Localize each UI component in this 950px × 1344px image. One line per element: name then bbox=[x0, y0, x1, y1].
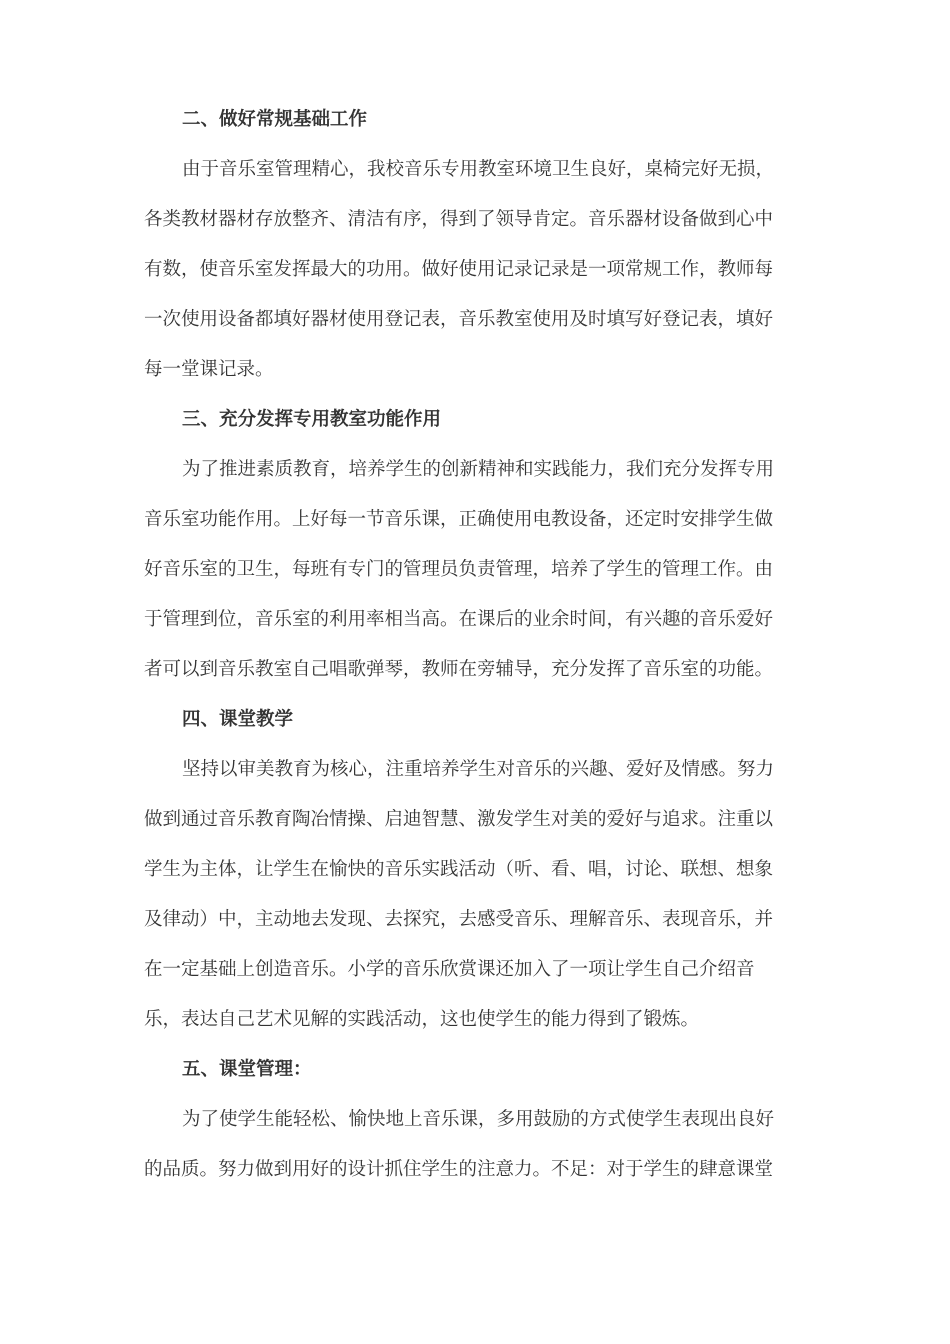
paragraph-line: 为了推进素质教育，培养学生的创新精神和实践能力，我们充分发挥专用 bbox=[182, 459, 775, 480]
paragraph-line: 各类教材器材存放整齐、清洁有序，得到了领导肯定。音乐器材设备做到心中 bbox=[144, 209, 774, 230]
section-heading-classroom-function: 三、充分发挥专用教室功能作用 bbox=[182, 409, 442, 430]
paragraph-line: 坚持以审美教育为核心，注重培养学生对音乐的兴趣、爱好及情感。努力 bbox=[182, 759, 775, 780]
section-heading-classroom-management: 五、课堂管理： bbox=[182, 1059, 312, 1080]
paragraph-line: 的品质。努力做到用好的设计抓住学生的注意力。不足：对于学生的肆意课堂 bbox=[144, 1159, 774, 1180]
section-paragraph-classroom-teaching bbox=[144, 745, 796, 1045]
section-paragraph-classroom-function bbox=[144, 445, 796, 695]
section-heading-routine-work: 二、做好常规基础工作 bbox=[182, 109, 368, 130]
document-body bbox=[144, 95, 796, 1195]
section-paragraph-classroom-management bbox=[144, 1095, 796, 1195]
paragraph-line: 在一定基础上创造音乐。小学的音乐欣赏课还加入了一项让学生自己介绍音 bbox=[144, 959, 755, 980]
paragraph-line: 学生为主体，让学生在愉快的音乐实践活动（听、看、唱，讨论、联想、想象 bbox=[144, 859, 774, 880]
section-heading-classroom-teaching: 四、课堂教学 bbox=[182, 709, 294, 730]
paragraph-line: 好音乐室的卫生，每班有专门的管理员负责管理，培养了学生的管理工作。由 bbox=[144, 559, 774, 580]
paragraph-line: 于管理到位，音乐室的利用率相当高。在课后的业余时间，有兴趣的音乐爱好 bbox=[144, 609, 774, 630]
paragraph-line: 每一堂课记录。 bbox=[144, 359, 274, 380]
paragraph-line: 乐，表达自己艺术见解的实践活动，这也使学生的能力得到了锻炼。 bbox=[144, 1009, 700, 1030]
paragraph-line: 者可以到音乐教室自己唱歌弹琴，教师在旁辅导，充分发挥了音乐室的功能。 bbox=[144, 659, 774, 680]
paragraph-line: 由于音乐室管理精心，我校音乐专用教室环境卫生良好，桌椅完好无损， bbox=[182, 159, 775, 180]
paragraph-line: 为了使学生能轻松、愉快地上音乐课，多用鼓励的方式使学生表现出良好 bbox=[182, 1109, 775, 1130]
paragraph-line: 一次使用设备都填好器材使用登记表，音乐教室使用及时填写好登记表，填好 bbox=[144, 309, 774, 330]
paragraph-line: 做到通过音乐教育陶冶情操、启迪智慧、激发学生对美的爱好与追求。注重以 bbox=[144, 809, 774, 830]
section-paragraph-routine-work bbox=[144, 145, 796, 395]
paragraph-line: 音乐室功能作用。上好每一节音乐课，正确使用电教设备，还定时安排学生做 bbox=[144, 509, 774, 530]
paragraph-line: 有数，使音乐室发挥最大的功用。做好使用记录记录是一项常规工作，教师每 bbox=[144, 259, 774, 280]
paragraph-line: 及律动）中，主动地去发现、去探究，去感受音乐、理解音乐、表现音乐，并 bbox=[144, 909, 774, 930]
